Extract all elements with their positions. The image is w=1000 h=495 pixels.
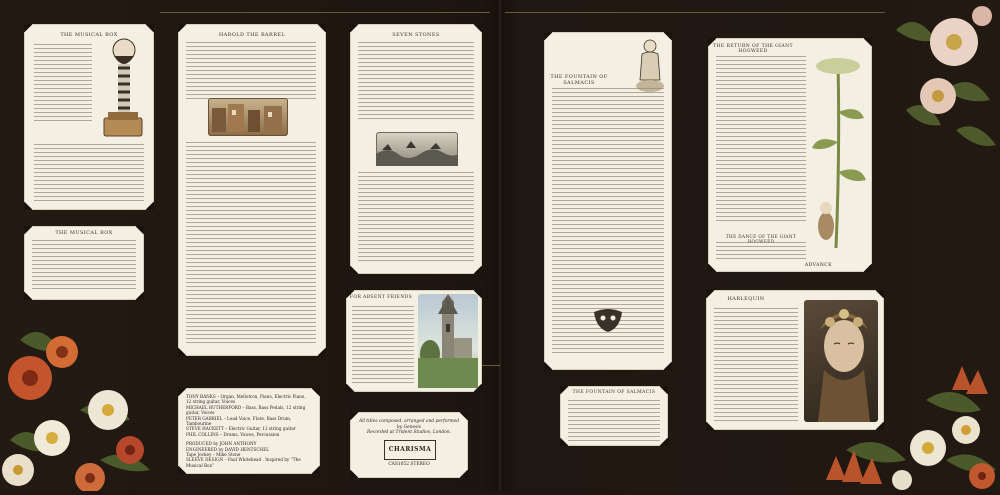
- label-text-line: Recorded at Trident Studios, London.: [367, 430, 451, 436]
- label-text-line: All titles composed, arranged and performed: [358, 419, 460, 424]
- credit-line: STEVE HACKETT – Electric Guitar, 12 string guitar: [186, 426, 296, 432]
- top-rule-left: [160, 12, 490, 13]
- credit-line: TONY BANKS – Organ, Mellotron, Piano, Electric Piano, 12 string guitar, Voices: [186, 394, 306, 405]
- label-card: [350, 412, 468, 478]
- seven-stones-seascape: [376, 132, 458, 166]
- charisma-logo-text: CHARISMA: [388, 446, 432, 453]
- card-title: THE MUSICAL BOX: [55, 230, 113, 236]
- top-rule-right: [505, 12, 885, 13]
- credit-line: MICHAEL RUTHERFORD – Bass, Bass Pedals, 12 string guitar, Voices: [186, 404, 306, 416]
- charisma-logo: [384, 440, 436, 460]
- credits-list: [178, 388, 320, 474]
- giant-hogweed-subtitle: THE DANCE OF THE GIANT: [725, 234, 797, 239]
- card-title: FOR ABSENT FRIENDS: [349, 295, 413, 300]
- catalogue-number: CAS1052 STEREO: [388, 462, 430, 467]
- right-top-flowers: [886, 0, 1000, 160]
- musical-box-story-card: [24, 226, 144, 300]
- production-line: ENGINEERED by DAVID HENTSCHEL: [186, 446, 270, 452]
- fountain-of-salmacis-card: [544, 32, 672, 370]
- card-title: THE FOUNTAIN OF SALMACIS: [572, 390, 656, 395]
- salmacis-story-card: [560, 386, 668, 446]
- salmacis-mask-emblem: [592, 308, 624, 334]
- hogweed-plant-illustration: [808, 52, 868, 252]
- production-line: SLEEVE DESIGN – Paul Whitehead . Inspired by “The Musical Box”: [186, 457, 301, 468]
- for-absent-friends-card: [346, 290, 482, 392]
- right-bottom-flowers: [806, 360, 1000, 491]
- giant-hogweed-card: [708, 38, 872, 272]
- card-title: SEVEN STONES: [392, 32, 440, 38]
- advance-label: ADVANCE: [804, 263, 832, 268]
- card-title: THE FOUNTAIN OF SALMACIS: [550, 74, 608, 86]
- left-flower-bouquet: [0, 300, 160, 491]
- label-text-line: by Genesis: [396, 424, 422, 430]
- salmacis-figure-illustration: [628, 36, 668, 96]
- harold-the-barrel-card: [178, 24, 326, 356]
- production-line: PRODUCED by JOHN ANTHONY: [186, 441, 257, 447]
- card-title: HAROLD THE BARREL: [218, 32, 286, 38]
- credits-card: [178, 388, 320, 474]
- credit-line: PHIL COLLINS – Drums, Voices, Percussion: [186, 431, 280, 437]
- credit-line: PETER GABRIEL – Lead Voice, Flute, Bass Drum, Tambourine: [186, 415, 292, 427]
- card-title: THE MUSICAL BOX: [60, 32, 118, 38]
- musical-box-lyrics-card: [24, 24, 154, 210]
- harold-street-illustration: [208, 98, 288, 136]
- seven-stones-card: [350, 24, 482, 274]
- gatefold-spine: [497, 0, 503, 491]
- church-illustration: [418, 294, 478, 388]
- musical-box-illustration: [92, 32, 147, 142]
- card-title: THE RETURN OF THE GIANT HOGWEED: [713, 44, 793, 54]
- label-text: [350, 419, 468, 436]
- card-title: HARLEQUIN: [727, 296, 765, 302]
- production-line: Tape Jockey – Mike Stone: [186, 452, 241, 458]
